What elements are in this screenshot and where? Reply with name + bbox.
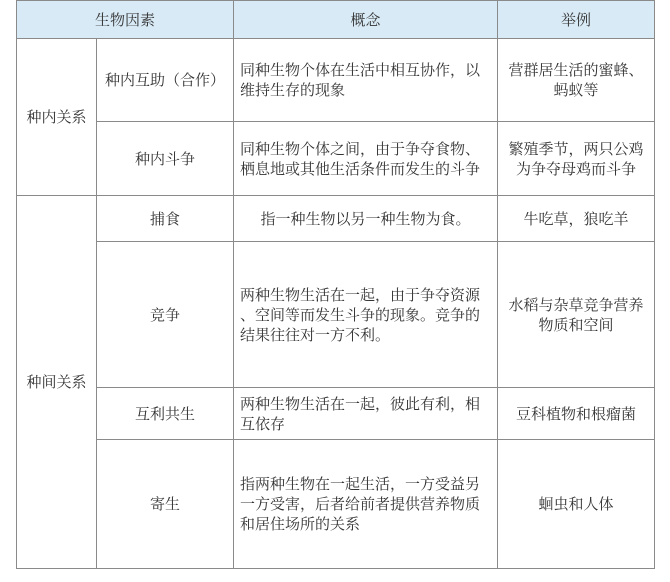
relation-name: 互利共生 [97, 388, 234, 440]
relation-name: 竞争 [97, 242, 234, 388]
relation-name: 种内斗争 [97, 122, 234, 196]
relation-name: 种内互助（合作） [97, 39, 234, 122]
relation-example: 蛔虫和人体 [498, 440, 655, 569]
header-factor: 生物因素 [17, 1, 234, 39]
relation-concept: 指一种生物以另一种生物为食。 [234, 196, 498, 242]
header-row [17, 1, 655, 39]
biology-relations-table [16, 0, 655, 569]
table-row [17, 122, 655, 196]
relation-concept: 两种生物生活在一起，彼此有利，相 互依存 [234, 388, 498, 440]
table-row [17, 440, 655, 569]
group-interspecific: 种间关系 [17, 196, 97, 569]
header-concept: 概念 [234, 1, 498, 39]
group-intraspecific: 种内关系 [17, 39, 97, 196]
relation-concept: 两种生物生活在一起，由于争夺资源 、空间等而发生斗争的现象。竞争的 结果往往对一方不利。 [234, 242, 498, 388]
table-row [17, 388, 655, 440]
relation-example: 豆科植物和根瘤菌 [498, 388, 655, 440]
relation-name: 寄生 [97, 440, 234, 569]
relation-concept: 指两种生物在一起生活，一方受益另 一方受害，后者给前者提供营养物质 和居住场所的关系 [234, 440, 498, 569]
header-example: 举例 [498, 1, 655, 39]
relation-example: 繁殖季节，两只公鸡 为争夺母鸡而斗争 [498, 122, 655, 196]
relation-concept: 同种生物个体之间，由于争夺食物、 栖息地或其他生活条件而发生的斗争 [234, 122, 498, 196]
table-row [17, 39, 655, 122]
relation-example: 水稻与杂草竞争营养 物质和空间 [498, 242, 655, 388]
relation-example: 营群居生活的蜜蜂、 蚂蚁等 [498, 39, 655, 122]
relation-concept: 同种生物个体在生活中相互协作，以 维持生存的现象 [234, 39, 498, 122]
table-row [17, 242, 655, 388]
relation-name: 捕食 [97, 196, 234, 242]
table-row [17, 196, 655, 242]
relation-example: 牛吃草，狼吃羊 [498, 196, 655, 242]
